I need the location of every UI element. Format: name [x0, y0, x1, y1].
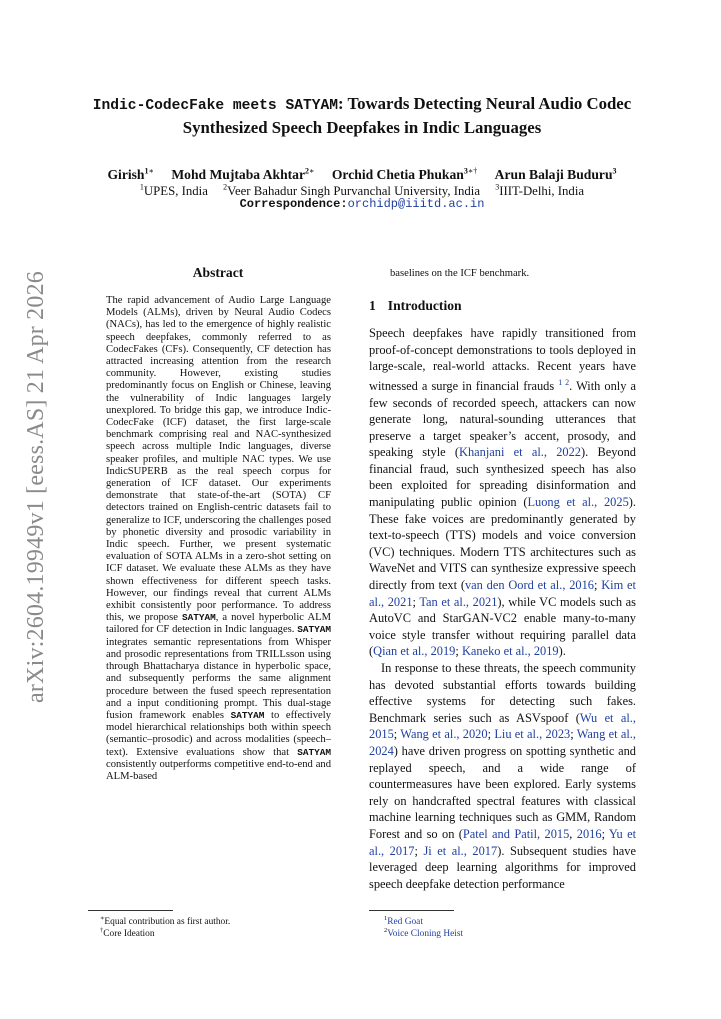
footnote-divider — [369, 910, 454, 911]
citation-link[interactable]: Patel and Patil, 2015 — [462, 826, 570, 841]
arxiv-side-stamp — [18, 271, 54, 703]
footnote-divider — [88, 910, 173, 911]
section-title: Introduction — [387, 298, 462, 313]
author: Girish$^{1∗}$ — [107, 166, 154, 182]
footnote-equal-contribution: ∗Equal contribution as first author. — [100, 915, 231, 928]
correspondence — [70, 197, 654, 212]
citation-link[interactable]: van den Oord et al., 2016 — [464, 578, 594, 593]
citation-link[interactable]: Kaneko et al., 2019 — [461, 644, 559, 659]
footnote-link[interactable]: Red Goat — [387, 917, 423, 928]
abstract-continuation: baselines on the ICF benchmark. — [390, 268, 530, 279]
footnote-voice-cloning-heist: $^2$Voice Cloning Heist — [384, 927, 464, 940]
footnote-link[interactable]: Voice Cloning Heist — [387, 929, 464, 940]
affiliation: $^2$Veer Bahadur Singh Purvanchal University, India — [223, 183, 481, 199]
intro-paragraph-2: In response to these threats, the speech community has devoted substantial efforts towards building effective systems for detecting such fakes. Benchmark series such as ASVspoof (Wu et al., 2015; Wang et al., 2020; Liu et al., 2023; Wang et al., 2024) have driven progress on spotting synthetic and replayed speech, and a wide range of countermeasures have been explored. Early systems rely on handcrafted spectral features with classical machine learning techniques such as GMM, Random Forest and so on (Patel and Patil, 2015, 2016; Yu et al., 2017; Ji et al., 2017). Subsequent studies have leveraged deep learning algorithms for improved speech deepfake detection performance — [369, 661, 637, 891]
intro-paragraph-1: Speech deepfakes have rapidly transitioned from proof-of-concept demonstrations to tools deployed in large-scale, real-world attacks. Recent years have witnessed a surge in financial frauds $^{1 2}$. With only a few seconds of recorded speech, attackers can now generate long, natural-sounding utterances that preserve a target speaker’s accent, prosody, and speaking style (Khanjani et al., 2022). Beyond financial fraud, such synthesized speech has also been exploited for spreading disinformation and manipulating public opinion (Luong et al., 2025). These fake voices are predominantly generated by text-to-speech (TTS) models and voice conversion (VC) techniques. Modern TTS architectures such as WaveNet and VITS can synthesize expressive speech directly from text (van den Oord et al., 2016; Kim et al., 2021; Tan et al., 2021), while VC models such as AutoVC and StarGAN-VC2 enable many-to-many voice style transfer without requiring parallel data (Qian et al., 2019; Kaneko et al., 2019). — [369, 326, 636, 659]
citation-link[interactable]: Khanjani et al., 2022 — [459, 445, 581, 460]
citation-link[interactable]: Kim et al., 2021 — [369, 578, 636, 609]
citation-link[interactable]: Ji et al., 2017 — [423, 843, 498, 858]
title-mono-part: Indic-CodecFake meets SATYAM — [92, 98, 338, 114]
author: Orchid Chetia Phukan$^{3∗\dagger}$ — [331, 166, 478, 182]
correspondence-email-link[interactable]: orchidp@iiitd.ac.in — [347, 197, 485, 211]
author: Mohd Mujtaba Akhtar$^{2∗}$ — [171, 166, 315, 182]
citation-link[interactable]: Wang et al., 2024 — [369, 727, 636, 758]
correspondence-label: Correspondence: — [239, 197, 348, 211]
footnote-core-ideation: †Core Ideation — [100, 927, 155, 940]
citation-link[interactable]: Liu et al., 2023 — [494, 727, 571, 742]
abstract-body — [106, 295, 331, 783]
footnote-ref[interactable]: 1 2 — [558, 377, 570, 387]
paper-title — [80, 93, 644, 138]
abstract-heading: Abstract — [192, 265, 244, 280]
citation-link[interactable]: Qian et al., 2019 — [373, 644, 456, 659]
citation-link[interactable]: Wu et al., 2015 — [369, 710, 636, 742]
footnote-red-goat: $^1$Red Goat — [384, 915, 423, 928]
introduction-body — [369, 325, 636, 892]
title-line2: Synthesized Speech Deepfakes in Indic Languages — [182, 118, 542, 137]
author: Arun Balaji Buduru$^3$ — [494, 166, 617, 182]
affiliation: $^1$UPES, India — [139, 183, 208, 199]
affiliation: $^3$IIIT-Delhi, India — [495, 183, 585, 199]
citation-link[interactable]: Yu et al., 2017 — [369, 826, 637, 858]
citation-link[interactable]: 2016 — [576, 826, 602, 841]
arxiv-stamp-text: arXiv:2604.19949v1 [eess.AS] 21 Apr 2026 — [22, 271, 49, 703]
citation-link[interactable]: Luong et al., 2025 — [527, 495, 629, 510]
citation-link[interactable]: Wang et al., 2020 — [400, 727, 488, 742]
section-number: 1 — [369, 298, 376, 313]
abstract-paragraph: The rapid advancement of Audio Large Language Models (ALMs), driven by Neural Audio Codecs (NACs), has led to the emergence of highly realistic speech deepfakes, commonly referred to as CodecFakes (CFs). Consequently, CF detection has attracted increasing attention from the research community. However, existing studies predominantly focus on English or Chinese, leaving the vulnerability of Indic languages largely unexplored. To bridge this gap, we introduce Indic-CodecFake (ICF) dataset, the first large-scale benchmark comprising real and NAC-synthesized speech across multiple Indic languages, diverse speaker profiles, and multiple NAC types. We use IndicSUPERB as the real speech corpus for generation of ICF dataset. Our experiments demonstrate that state-of-the-art (SOTA) CF detectors trained on English-centric datasets fail to generalize to ICF, underscoring the challenges posed by phonetic diversity and prosodic variability in Indic speech. Further, we present systematic evaluation of SOTA ALMs in a zero-shot setting on ICF dataset. We evaluate these ALMs as they have shown effectiveness for different speech tasks. However, our findings reveal that current ALMs exhibit consistently poor performance. To address this, we propose SATYAM, a novel hyperbolic ALM tailored for CF detection in Indic languages. SATYAM integrates semantic representations from Whisper and prosodic representations from TRILLsson using through Bhattacharya distance in hyperbolic space, and subsequently performs the same alignment procedure between the fused speech representation and a input conditioning prompt. This dual-stage fusion framework enables SATYAM to effectively model hierarchical relationships both within speech (semantic–prosodic) and across modalities (speech–text). Extensive evaluations show that SATYAM consistently outperforms competitive end-to-end and ALM-based — [106, 295, 331, 782]
title-line1-rest: : Towards Detecting Neural Audio Codec — [338, 94, 632, 113]
section-heading-introduction — [369, 298, 462, 314]
citation-link[interactable]: Tan et al., 2021 — [419, 594, 498, 609]
